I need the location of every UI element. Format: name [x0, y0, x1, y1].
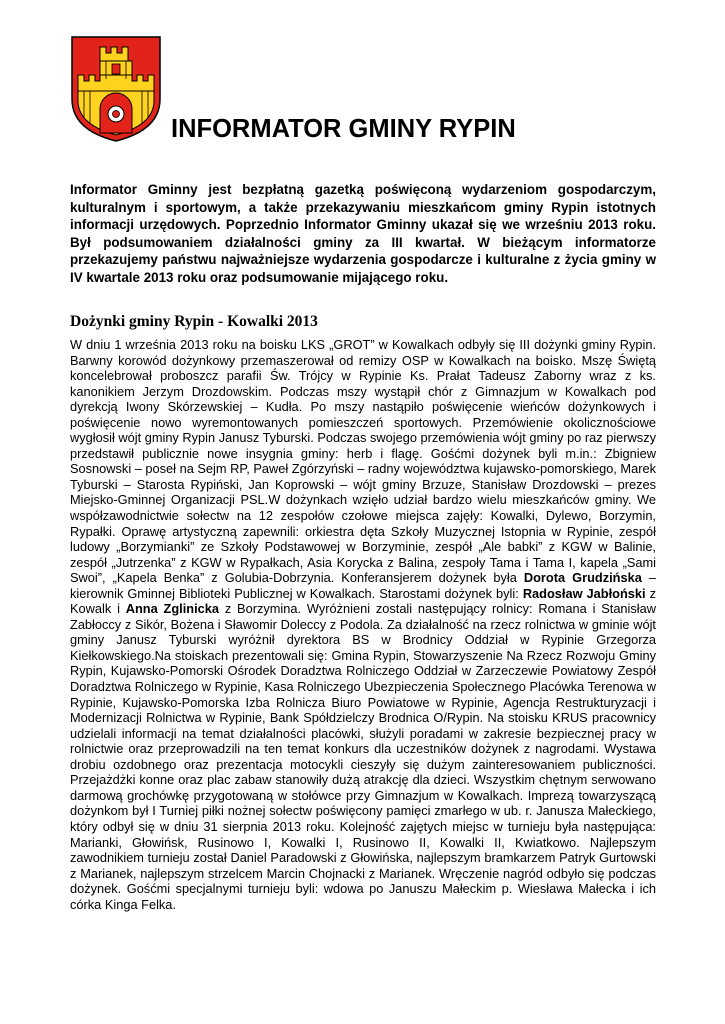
article-body [70, 337, 656, 912]
article-bold-name: Dorota Grudzińska [523, 570, 642, 586]
section-heading: Dożynki gminy Rypin - Kowalki 2013 [70, 313, 318, 330]
article-text: z Borzymina. Wyróżnieni zostali następujący rolnicy: Romana i Stanisław Zabłoccy z Sikór, Bożena i Sławomir Doleccy z Podola. Za działalność na rzecz rolnictwa w gminie wójt gminy Janusz Tyburski wyróżnił dyrektora BS w Brodnicy Oddział w Rypinie Grzegorza Kiełkowskiego.Na stoiskach prezentowali się: Gmina Rypin, Stowarzyszenie Na Rzecz Rozwoju Gminy Rypin, Kujawsko-Pomorski Ośrodek Doradztwa Rolniczego Oddział w Zarzeczewie Powiatowy Zespół Doradztwa Rolniczego w Rypinie, Kasa Rolniczego Ubezpieczenia Społecznego Placówka Terenowa w Rypinie, Kujawsko-Pomorska Izba Rolnicza Biuro Powiatowe w Rypinie, Agencja Restrukturyzacji i Modernizacji Rolnictwa w Rypinie, Bank Spółdzielczy Brodnica O/Rypin. Na stoisku KRUS pracownicy udzielali informacji na temat działalności placówki, służyli poradami w zakresie bezpiecznej pracy w rolnictwie oraz przeprowadzili na ten temat konkurs dla uczestników dożynek z nagrodami. Wystawa drobiu ozdobnego oraz prezentacja motocykli cieszyły się dużym zainteresowaniem publiczności. Przejażdżki konne oraz plac zabaw stanowiły dużą atrakcję dla dzieci. Wszystkim chętnym serwowano darmową grochówkę przygotowaną w stołówce przy Gimnazjum w Kowalkach. Imprezą towarzyszącą dożynkom był I Turniej piłki nożnej sołectw poświęcony pamięci zmarłego w ub. r. Janusza Małeckiego, który odbył się w dniu 31 sierpnia 2013 roku. Kolejność zajętych miejsc w turnieju była następująca: Marianki, Głowińsk, Rusinowo I, Kowalki I, Rusinowo II, Kowalki II, Kwiatkowo. Najlepszym zawodnikiem turnieju został Daniel Paradowski z Głowińska, najlepszym bramkarzem Patryk Gurtowski z Marianek, najlepszym strzelcem Marcin Chojnacki z Marianek. Wręczenie nagród odbyło się podczas dożynek. Gośćmi specjalnymi turnieju byli: wdowa po Januszu Małeckim p. Wiesława Małecka i ich córka Kinga Felka. [70, 601, 656, 912]
article-text: z Kowalk i [70, 585, 656, 617]
article-text: W dniu 1 września 2013 roku na boisku LKS „GROT” w Kowalkach odbyły się III dożynki gminy Rypin. Barwny korowód dożynkowy przemaszerował od remizy OSP w Kowalkach na boisko. Mszę Świętą koncelebrował proboszcz parafii Św. Trójcy w Rypinie Ks. Prałat Tadeusz Zaborny wraz z ks. kanonikiem Jerzym Drozdowskim. Podczas mszy wystąpił chór z Gimnazjum w Kowalkach pod dyrekcją Iwony Skórzewskiej – Kudła. Po mszy nastąpiło poświęcenie wieńców dożynkowych i poświęcenie nowo wyremontowanych pomieszczeń sportowych. Przemówienie okolicznościowe wygłosił wójt gminy Rypin Janusz Tyburski. Podczas swojego przemówienia wójt gminy po raz pierwszy przedstawił publicznie nowe insygnia gminy: herb i flagę. Gośćmi dożynek byli m.in.: Zbigniew Sosnowski – poseł na Sejm RP, Paweł Zgórzyński – radny województwa kujawsko-pomorskiego, Marek Tyburski – Starosta Rypiński, Jan Koprowski – wójt gminy Brzuze, Stanisław Drozdowski – prezes Miejsko-Gminnej Organizacji PSL.W dożynkach wzięło udział bardzo wielu mieszkańców gminy. We współzawodnictwie sołectw na 12 zespołów czołowe miejsca zajęły: Kowalki, Dylewo, Borzymin, Rypałki. Oprawę artystyczną zapewnili: orkiestra dęta Szkoły Muzycznej Istopnia w Rypinie, zespół ludowy „Borzymianki” ze Szkoły Podstawowej w Borzyminie, zespół „Ale babki” z KGW w Balinie, zespół „Jutrzenka” z KGW w Rypałkach, Asia Korycka z Balina, zespoły Tama i Tama I, kapela „Sami Swoi”, „Kapela Benka” z Golubia-Dobrzynia. Konferansjerem dożynek była [70, 337, 656, 586]
article-text: – kierownik Gminnej Biblioteki Publicznej w Kowalkach. Starostami dożynek byli: [70, 570, 656, 601]
article-bold-name: Anna Zglinicka [125, 601, 220, 617]
intro-paragraph: Informator Gminny jest bezpłatną gazetką poświęconą wydarzeniom gospodarczym, kulturalnym i sportowym, a także przekazywaniu mieszkańcom gminy Rypin istotnych informacji urzędowych. Poprzednio Informator Gminny ukazał się we wrześniu 2013 roku. Był podsumowaniem działalności gminy za III kwartał. W bieżącym informatorze przekazujemy państwu najważniejsze wydarzenia gospodarcze i kulturalne z życia gminy w IV kwartale 2013 roku oraz podsumowanie mijającego roku. [70, 182, 656, 285]
article-bold-name: Radosław Jabłoński [522, 585, 646, 601]
coat-of-arms-icon [70, 35, 162, 143]
page-title: INFORMATOR GMINY RYPIN [171, 115, 516, 143]
